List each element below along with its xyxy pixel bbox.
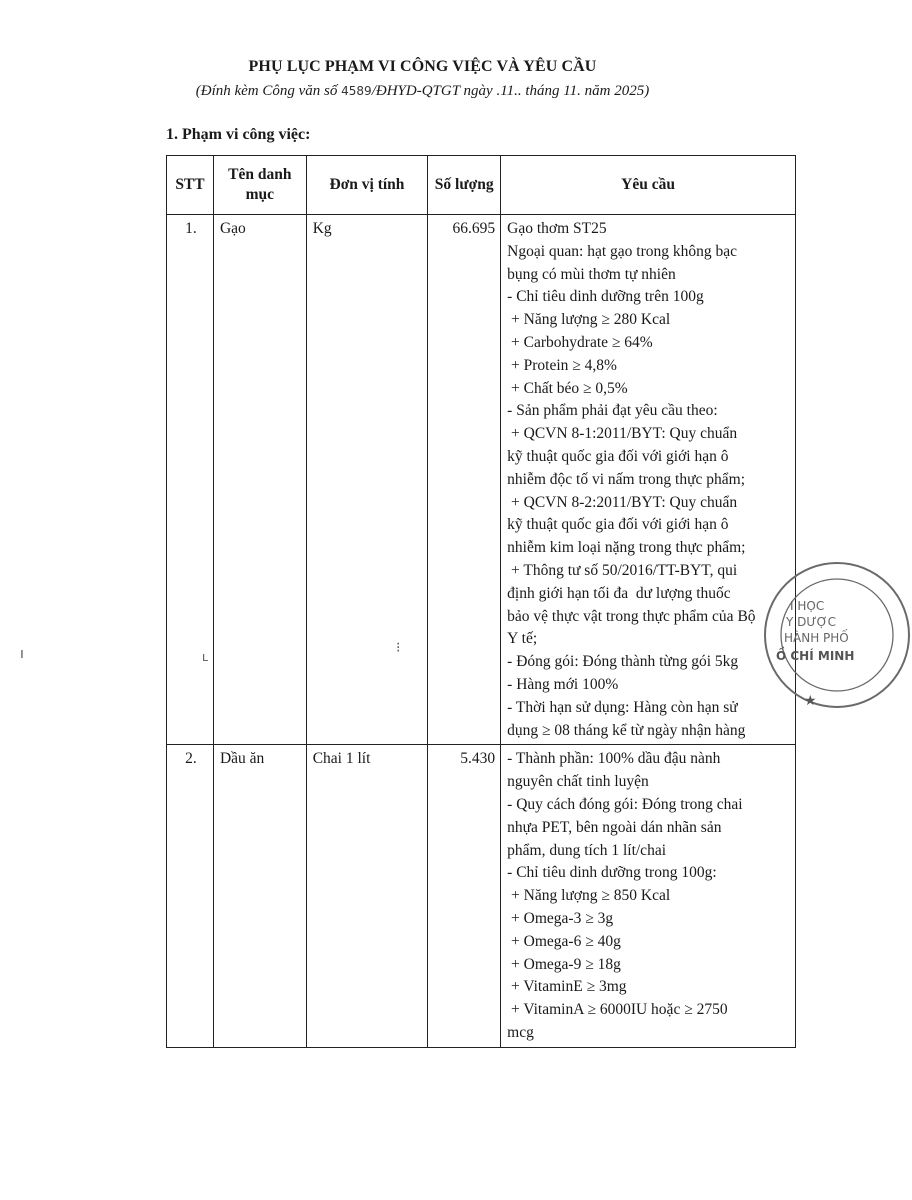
requirement-line: + QCVN 8-1:2011/BYT: Quy chuẩn [507,425,738,443]
requirement-line: mcg [507,1023,534,1041]
subtitle-month: 11. [563,83,581,99]
section-heading: 1. Phạm vi công việc: [166,126,311,143]
requirement-line: + Năng lượng ≥ 850 Kcal [507,887,671,905]
row-unit-cell: Chai 1 lít [306,745,428,1047]
row-requirements-cell [501,745,796,1047]
requirement-line: dụng ≥ 08 tháng kể từ ngày nhận hàng [507,721,746,739]
column-header-quantity: Số lượng [428,156,501,215]
requirement-line: nguyên chất tinh luyện [507,773,649,791]
requirement-line: Ngoại quan: hạt gạo trong không bạc [507,242,738,260]
table-row [167,745,796,1047]
row-requirements-cell [501,215,796,745]
stamp-text-line: Y DƯỢC [786,615,837,629]
requirement-line: + Omega-3 ≥ 3g [507,909,614,927]
row-name-cell: Dầu ăn [213,745,306,1047]
requirement-line: Gạo thơm ST25 [507,220,607,237]
requirement-line: + Năng lượng ≥ 280 Kcal [507,311,671,329]
row-stt-cell: 2. [167,745,214,1047]
requirement-line: - Chỉ tiêu dinh dưỡng trên 100g [507,288,704,306]
subtitle-suffix: năm 2025) [584,83,650,99]
requirement-line: + Chất béo ≥ 0,5% [507,379,628,397]
subtitle-prefix: (Đính kèm Công văn số [195,83,338,99]
scan-mark-cell-b: ⁝ [396,640,401,656]
requirement-line: bảo vệ thực vật trong thực phẩm của Bộ [507,607,756,625]
stamp-text-line: Ồ CHÍ MINH [776,649,855,663]
requirement-line: + VitaminE ≥ 3mg [507,978,627,996]
stamp-text-line: HÀNH PHỐ [784,631,849,645]
requirement-line: - Quy cách đóng gói: Đóng trong chai [507,795,743,813]
requirement-line: + Protein ≥ 4,8% [507,356,617,374]
requirement-line: - Chỉ tiêu dinh dưỡng trong 100g: [507,864,717,882]
row-quantity-cell: 5.430 [428,745,501,1047]
document-number: 4589 [341,84,372,98]
page-subtitle [0,83,845,100]
column-header-name: Tên danh mục [213,156,306,215]
requirement-line: phẩm, dung tích 1 lít/chai [507,841,667,859]
requirement-line: nhựa PET, bên ngoài dán nhãn sản [507,818,722,836]
requirement-line: nhiễm độc tố vi nấm trong thực phẩm; [507,470,745,488]
row-quantity-cell: 66.695 [428,215,501,745]
requirement-line: + Omega-6 ≥ 40g [507,932,621,950]
requirement-line: + Omega-9 ≥ 18g [507,955,621,973]
requirement-line: Y tế; [507,630,538,648]
column-header-stt: STT [167,156,214,215]
page-title: PHỤ LỤC PHẠM VI CÔNG VIỆC VÀ YÊU CẦU [248,58,597,75]
requirement-line: + VitaminA ≥ 6000IU hoặc ≥ 2750 [507,1001,728,1019]
column-header-requirements: Yêu cầu [501,156,796,215]
requirement-line: + Thông tư số 50/2016/TT-BYT, qui [507,561,738,579]
table-header-row [167,156,796,215]
table-row [167,215,796,745]
requirement-line: kỹ thuật quốc gia đối với giới hạn ô [507,447,729,465]
subtitle-month-label: tháng [525,83,560,99]
requirement-line: định giới hạn tối đa dư lượng thuốc [507,584,731,602]
requirement-line: - Đóng gói: Đóng thành từng gói 5kg [507,653,739,671]
requirement-line: - Hàng mới 100% [507,675,619,693]
scope-table [166,155,796,1048]
requirement-line: bụng có mùi thơm tự nhiên [507,265,676,283]
subtitle-day: .11.. [496,83,522,99]
subtitle-middle: /ĐHYD-QTGT ngày [371,83,493,99]
stamp-text-line: I HỌC [790,599,825,613]
row-unit-cell: Kg [306,215,428,745]
requirement-line: - Thành phần: 100% dầu đậu nành [507,750,721,768]
requirement-line: - Thời hạn sử dụng: Hàng còn hạn sử [507,698,738,716]
requirement-line: nhiễm kim loại nặng trong thực phẩm; [507,539,746,557]
scan-mark-left: ı [20,646,24,662]
requirement-line: + Carbohydrate ≥ 64% [507,333,653,351]
row-name-cell: Gạo [213,215,306,745]
column-header-unit: Đơn vị tính [306,156,428,215]
stamp-star-icon: ★ [804,694,817,709]
requirement-line: kỹ thuật quốc gia đối với giới hạn ô [507,516,729,534]
row-stt-cell: 1. [167,215,214,745]
requirement-line: + QCVN 8-2:2011/BYT: Quy chuẩn [507,493,738,511]
requirement-line: - Sản phẩm phải đạt yêu cầu theo: [507,402,718,420]
scan-mark-cell-a: ʟ [202,650,209,664]
